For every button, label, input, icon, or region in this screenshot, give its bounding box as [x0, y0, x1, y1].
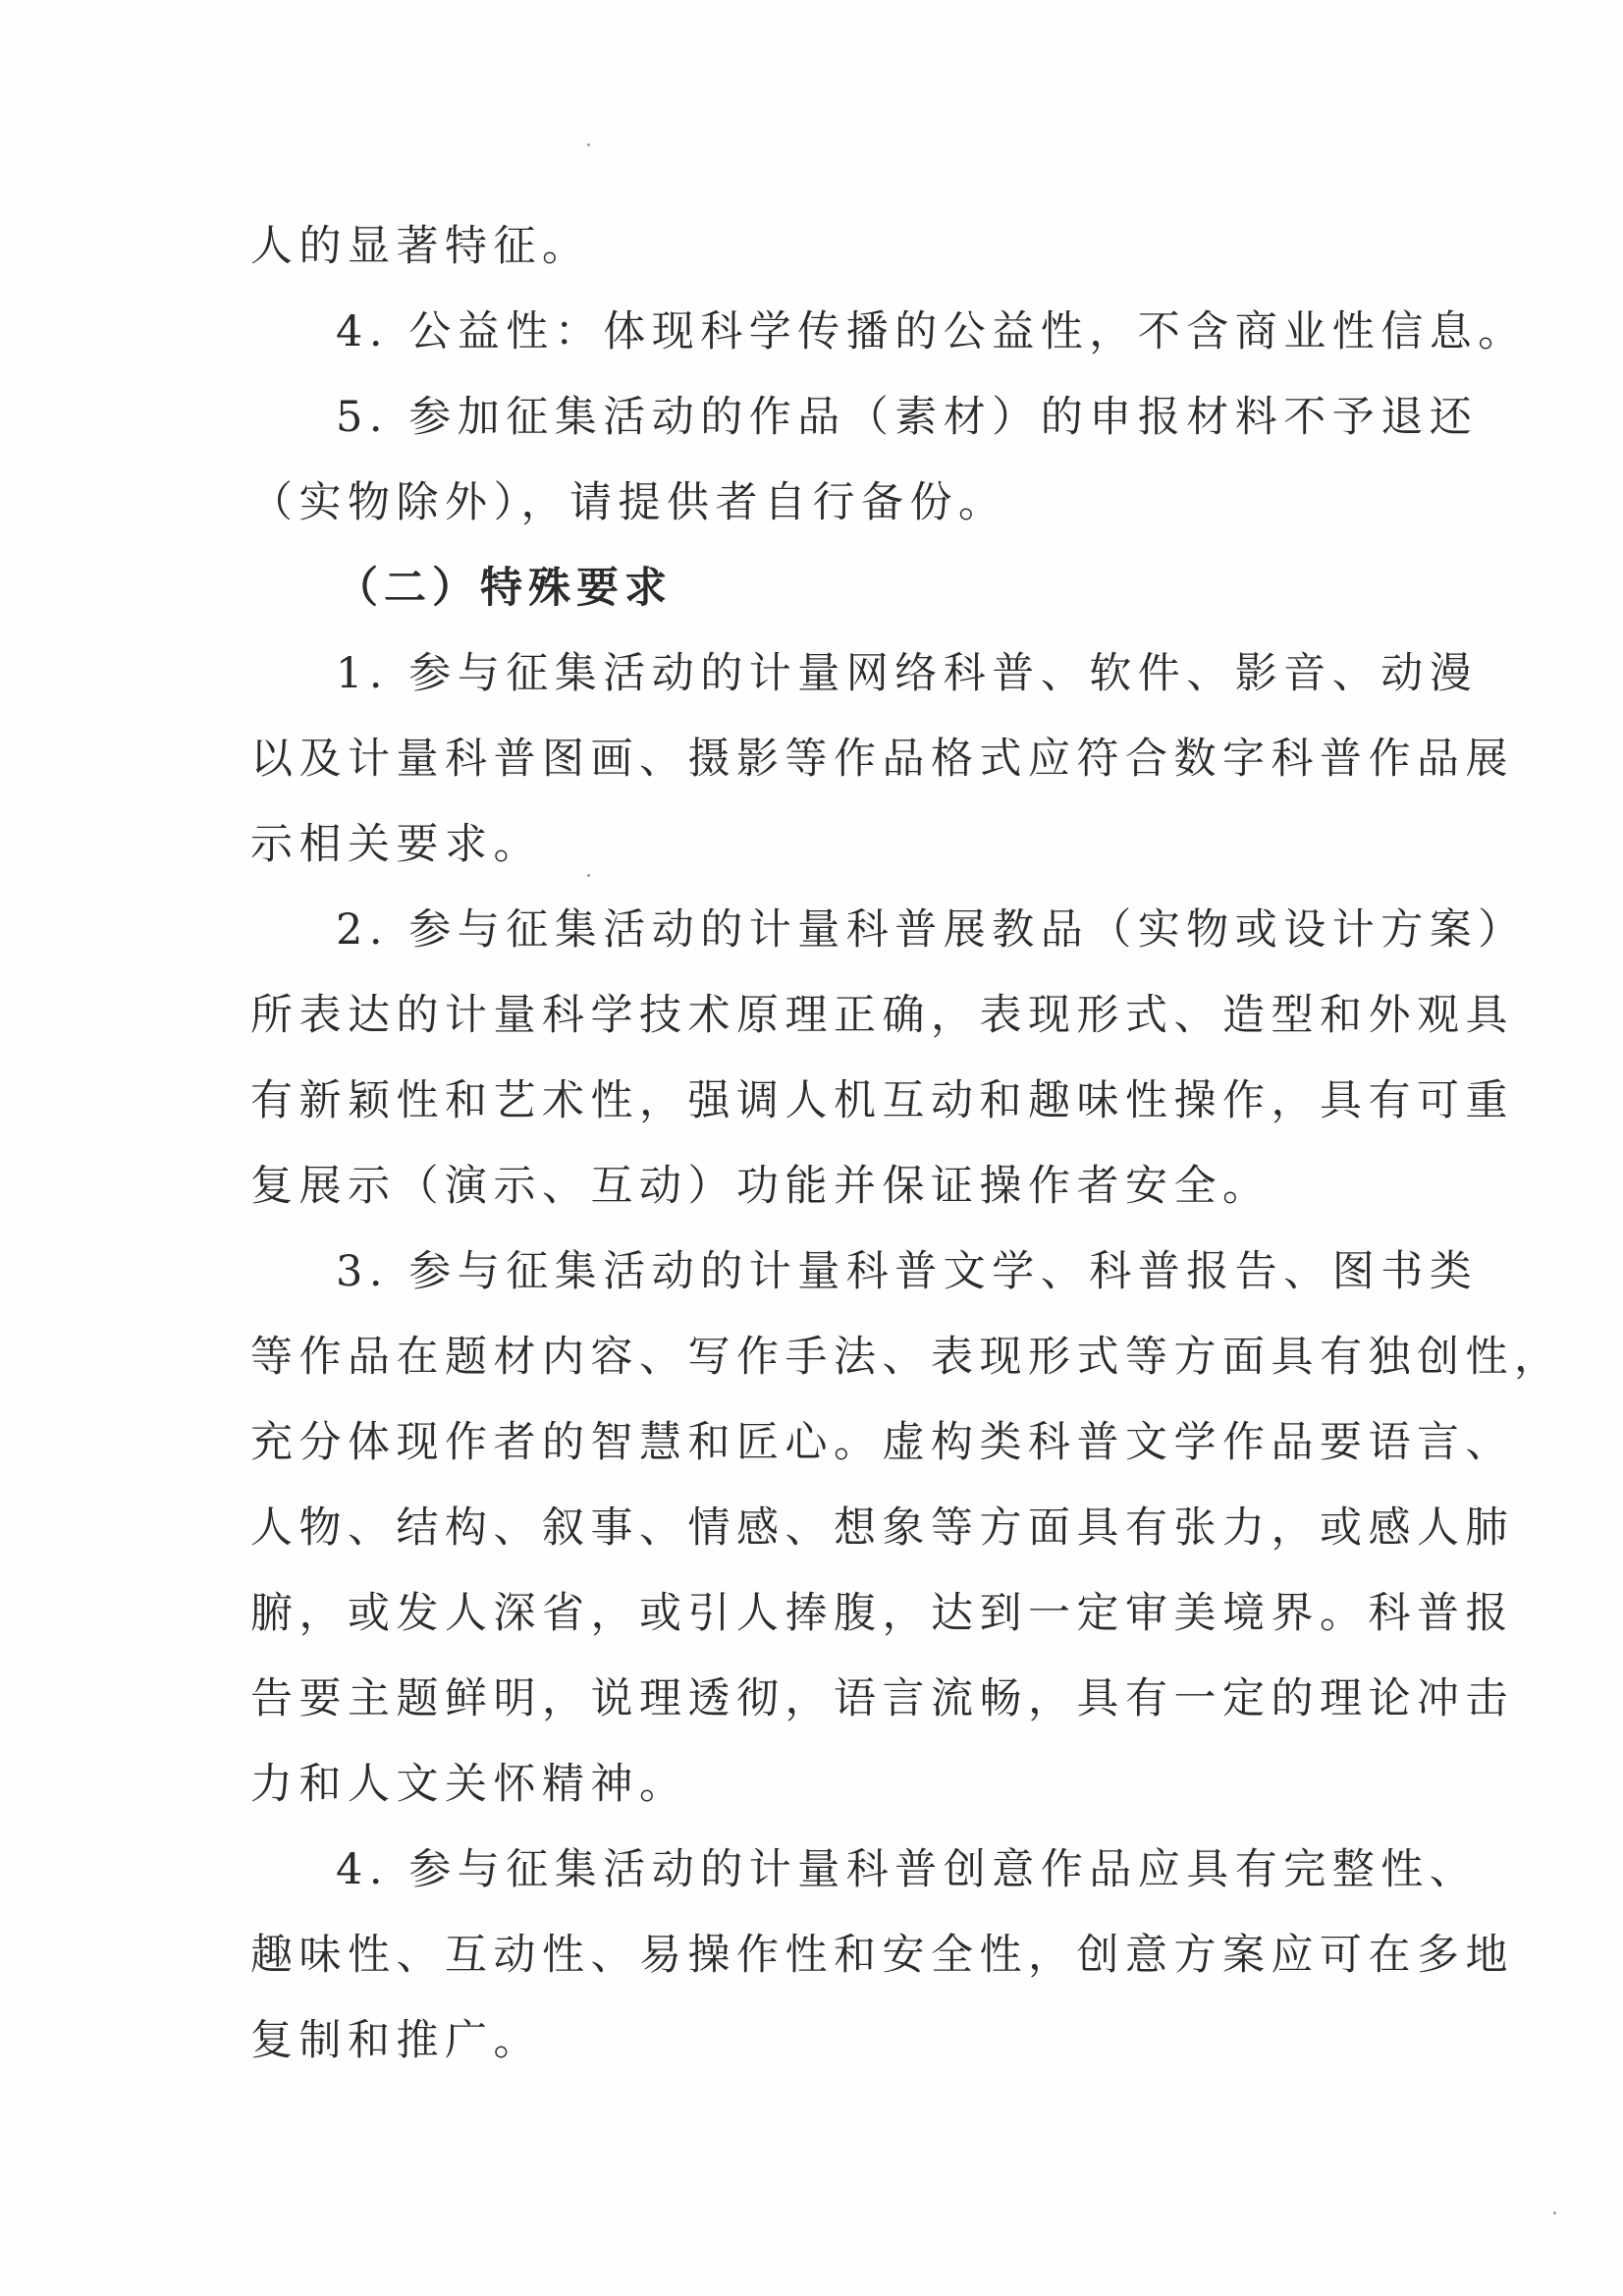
text-line: 人的显著特征。 [250, 222, 591, 271]
text-line: （实物除外），请提供者自行备份。 [250, 478, 1007, 527]
list-item-4-public-welfare: 4. 公益性：体现科学传播的公益性，不含商业性信息。 [336, 307, 1527, 356]
text-line: 有新颖性和艺术性，强调人机互动和趣味性操作，具有可重 [250, 1076, 1514, 1125]
text-line: 力和人文关怀精神。 [250, 1760, 688, 1809]
section-heading-special-requirements: （二）特殊要求 [336, 564, 673, 613]
scan-speck [587, 874, 590, 877]
text-line: 告要主题鲜明，说理透彻，语言流畅，具有一定的理论冲击 [250, 1674, 1514, 1723]
text-line: 人物、结构、叙事、情感、想象等方面具有张力，或感人肺 [250, 1503, 1514, 1553]
list-item-4-creative-works: 4. 参与征集活动的计量科普创意作品应具有完整性、 [336, 1845, 1479, 1894]
text-line: 以及计量科普图画、摄影等作品格式应符合数字科普作品展 [250, 735, 1514, 784]
text-line: 示相关要求。 [250, 820, 542, 869]
text-line: 等作品在题材内容、写作手法、表现形式等方面具有独创性， [250, 1333, 1563, 1382]
text-line: 复制和推广。 [250, 2016, 542, 2065]
scan-speck [587, 143, 590, 146]
list-item-2-exhibits: 2. 参与征集活动的计量科普展教品（实物或设计方案） [336, 905, 1527, 955]
list-item-3-literature: 3. 参与征集活动的计量科普文学、科普报告、图书类 [336, 1247, 1479, 1296]
text-line: 趣味性、互动性、易操作性和安全性，创意方案应可在多地 [250, 1931, 1514, 1980]
text-line: 充分体现作者的智慧和匠心。虚构类科普文学作品要语言、 [250, 1418, 1514, 1467]
list-item-5-materials: 5. 参加征集活动的作品（素材）的申报材料不予退还 [336, 393, 1479, 442]
list-item-1-digital-works: 1. 参与征集活动的计量网络科普、软件、影音、动漫 [336, 649, 1479, 698]
scan-speck [1553, 2212, 1556, 2214]
text-line: 复展示（演示、互动）功能并保证操作者安全。 [250, 1162, 1271, 1211]
text-line: 所表达的计量科学技术原理正确，表现形式、造型和外观具 [250, 991, 1514, 1040]
text-line: 腑，或发人深省，或引人捧腹，达到一定审美境界。科普报 [250, 1589, 1514, 1638]
